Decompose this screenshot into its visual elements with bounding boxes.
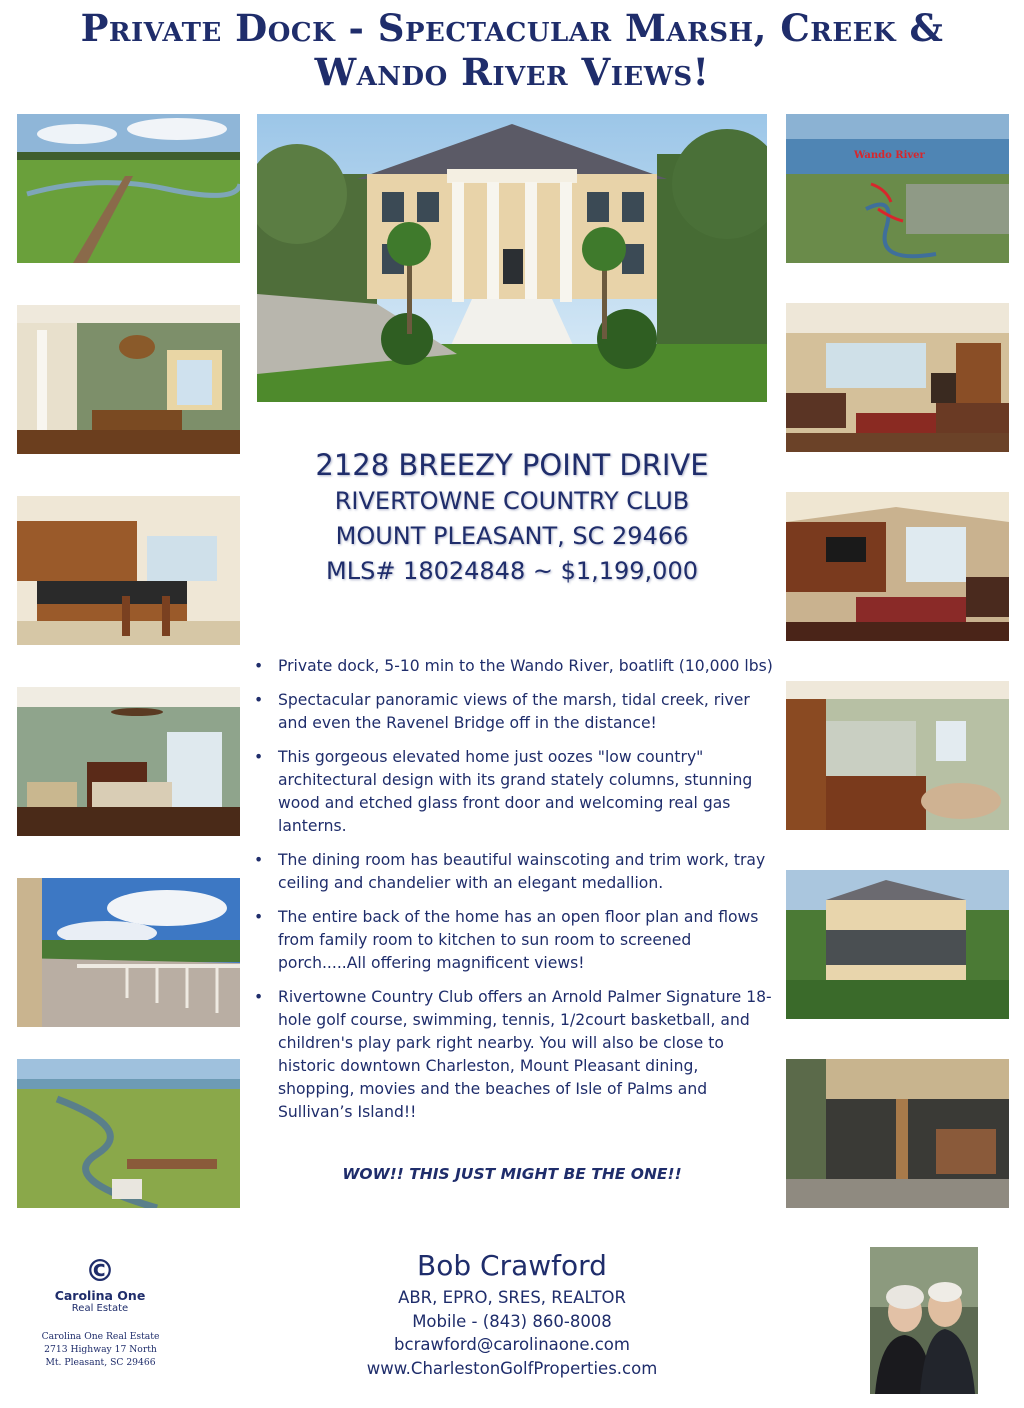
kitchen-photo (17, 496, 240, 645)
street-address: 2128 BREEZY POINT DRIVE (315, 448, 709, 482)
logo-subtitle: Real Estate (71, 1303, 129, 1314)
feature-item: • Rivertowne Country Club offers an Arnold Palmer Signature 18-hole golf course, swimming, tennis, 1/2court basketball, and children's play park right nearby. You will also be close to historic downtown Charleston, Mount Pleasant dining, shopping, movies and the beaches of Isle of Palms and Sullivan’s Island!! (254, 988, 772, 1121)
feature-item: • The dining room has beautiful wainscoting and trim work, tray ceiling and chandelier with an elegant medallion. (254, 851, 766, 892)
headline-line-1: Private Dock - Spectacular Marsh, Creek & (80, 6, 944, 50)
copyright-logo-icon: © (85, 1254, 115, 1289)
city-state-zip: MOUNT PLEASANT, SC 29466 (335, 522, 689, 550)
feature-item: • The entire back of the home has an open floor plan and flows from family room to kitchen to sun room to screened porch.....All offering magnificent views! (254, 908, 759, 972)
property-address-block (256, 446, 768, 589)
bullet-icon: • (254, 691, 264, 709)
bullet-icon: • (254, 908, 264, 926)
master-bath-photo (786, 681, 1009, 830)
wando-river-map-label: Wando River (854, 150, 925, 161)
office-city: Mt. Pleasant, SC 29466 (45, 1357, 156, 1368)
bullet-icon: • (254, 748, 264, 766)
agent-designations: ABR, EPRO, SRES, REALTOR (398, 1288, 626, 1307)
bullet-icon: • (254, 988, 264, 1006)
mls-and-price: MLS# 18024848 ~ $1,199,000 (326, 557, 698, 585)
agent-email-link[interactable]: bcrawford@carolinaone.com (394, 1335, 630, 1354)
dining-room-photo (17, 305, 240, 454)
headline-line-2: Wando River Views! (314, 50, 710, 94)
feature-item: • This gorgeous elevated home just oozes "low country" architectural design with its grand stately columns, stunning wood and etched glass front door and welcoming real gas lanterns. (254, 748, 753, 835)
feature-item: • Spectacular panoramic views of the marsh, tidal creek, river and even the Ravenel Bridge off in the distance! (254, 691, 750, 732)
wando-river-aerial-photo (786, 114, 1009, 263)
bullet-icon: • (254, 851, 264, 869)
agent-contact (300, 1246, 724, 1380)
office-name: Carolina One Real Estate (41, 1331, 160, 1342)
page-headline (0, 6, 1024, 94)
back-deck-photo (17, 878, 240, 1027)
main-house-photo (257, 114, 767, 402)
living-room-photo (786, 492, 1009, 641)
logo-name: Carolina One (54, 1288, 146, 1303)
feature-list (254, 655, 774, 1135)
hot-tub-patio-photo (786, 1059, 1009, 1208)
agent-photo (870, 1247, 978, 1394)
agent-mobile[interactable]: Mobile - (843) 860-8008 (412, 1311, 612, 1331)
bullet-icon: • (254, 657, 264, 675)
agent-name: Bob Crawford (417, 1249, 607, 1282)
rear-exterior-photo (786, 870, 1009, 1019)
office-street: 2713 Highway 17 North (44, 1344, 157, 1355)
family-room-photo (786, 303, 1009, 452)
tagline: WOW!! THIS JUST MIGHT BE THE ONE!! (342, 1165, 682, 1183)
creek-dock-aerial-photo (17, 1059, 240, 1208)
agent-website-link[interactable]: www.CharlestonGolfProperties.com (366, 1358, 658, 1378)
office-address (28, 1330, 173, 1369)
marsh-boardwalk-photo (17, 114, 240, 263)
master-bedroom-photo (17, 687, 240, 836)
community-name: RIVERTOWNE COUNTRY CLUB (334, 487, 690, 515)
brokerage-logo (40, 1255, 160, 1315)
feature-item: • Private dock, 5-10 min to the Wando River, boatlift (10,000 lbs) (254, 655, 774, 678)
